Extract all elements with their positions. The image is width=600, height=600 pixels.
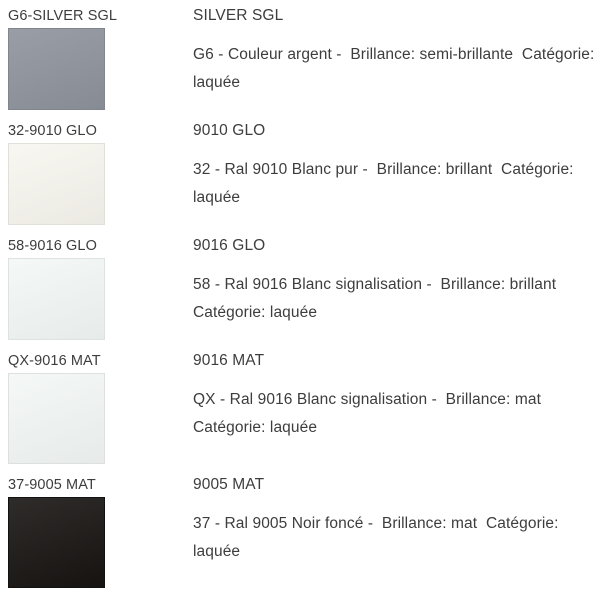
finish-row-silver-sgl bbox=[8, 6, 600, 110]
description-line: laquée bbox=[193, 74, 241, 91]
finish-description bbox=[193, 386, 600, 442]
swatch-code-label: 58-9016 GLO bbox=[8, 238, 97, 254]
finish-details bbox=[193, 475, 600, 566]
swatch-image-9016-glo[interactable] bbox=[8, 258, 105, 340]
swatch-image-9005-mat[interactable] bbox=[8, 497, 105, 588]
finish-row-9005-mat bbox=[8, 475, 600, 588]
finish-title: 9005 MAT bbox=[193, 476, 265, 493]
description-line: G6 - Couleur argent - Brillance: semi-brillante Catégorie: bbox=[193, 46, 595, 63]
swatch-image-9016-mat[interactable] bbox=[8, 373, 105, 464]
finish-row-9016-mat bbox=[8, 351, 600, 464]
finish-description bbox=[193, 41, 600, 97]
finish-description bbox=[193, 156, 600, 212]
finish-details bbox=[193, 121, 600, 212]
description-line: laquée bbox=[193, 543, 241, 560]
description-line: 32 - Ral 9010 Blanc pur - Brillance: brillant Catégorie: bbox=[193, 161, 574, 178]
swatch-image-silver-sgl[interactable] bbox=[8, 28, 105, 110]
finish-description bbox=[193, 510, 600, 566]
finish-row-9010-glo bbox=[8, 121, 600, 225]
swatch-code-label: G6-SILVER SGL bbox=[8, 8, 118, 24]
finish-title: 9010 GLO bbox=[193, 122, 266, 139]
finish-details bbox=[193, 6, 600, 97]
description-line: Catégorie: laquée bbox=[193, 304, 318, 321]
finish-title: 9016 GLO bbox=[193, 237, 266, 254]
swatch-column bbox=[8, 121, 193, 225]
swatch-code-label: 32-9010 GLO bbox=[8, 123, 97, 139]
finish-details bbox=[193, 236, 600, 327]
swatch-column bbox=[8, 6, 193, 110]
description-line: 37 - Ral 9005 Noir foncé - Brillance: mat Catégorie: bbox=[193, 515, 559, 532]
finish-details bbox=[193, 351, 600, 442]
finish-row-9016-glo bbox=[8, 236, 600, 340]
swatch-column bbox=[8, 236, 193, 340]
swatch-column bbox=[8, 351, 193, 464]
finish-description bbox=[193, 271, 600, 327]
description-line: laquée bbox=[193, 189, 241, 206]
swatch-column bbox=[8, 475, 193, 588]
swatch-code-label: 37-9005 MAT bbox=[8, 477, 96, 493]
description-line: 58 - Ral 9016 Blanc signalisation - Brillance: brillant bbox=[193, 276, 557, 293]
description-line: QX - Ral 9016 Blanc signalisation - Brillance: mat bbox=[193, 391, 541, 408]
description-line: Catégorie: laquée bbox=[193, 419, 318, 436]
swatch-image-9010-glo[interactable] bbox=[8, 143, 105, 225]
finish-title: SILVER SGL bbox=[193, 7, 284, 24]
finish-title: 9016 MAT bbox=[193, 352, 265, 369]
swatch-code-label: QX-9016 MAT bbox=[8, 353, 101, 369]
